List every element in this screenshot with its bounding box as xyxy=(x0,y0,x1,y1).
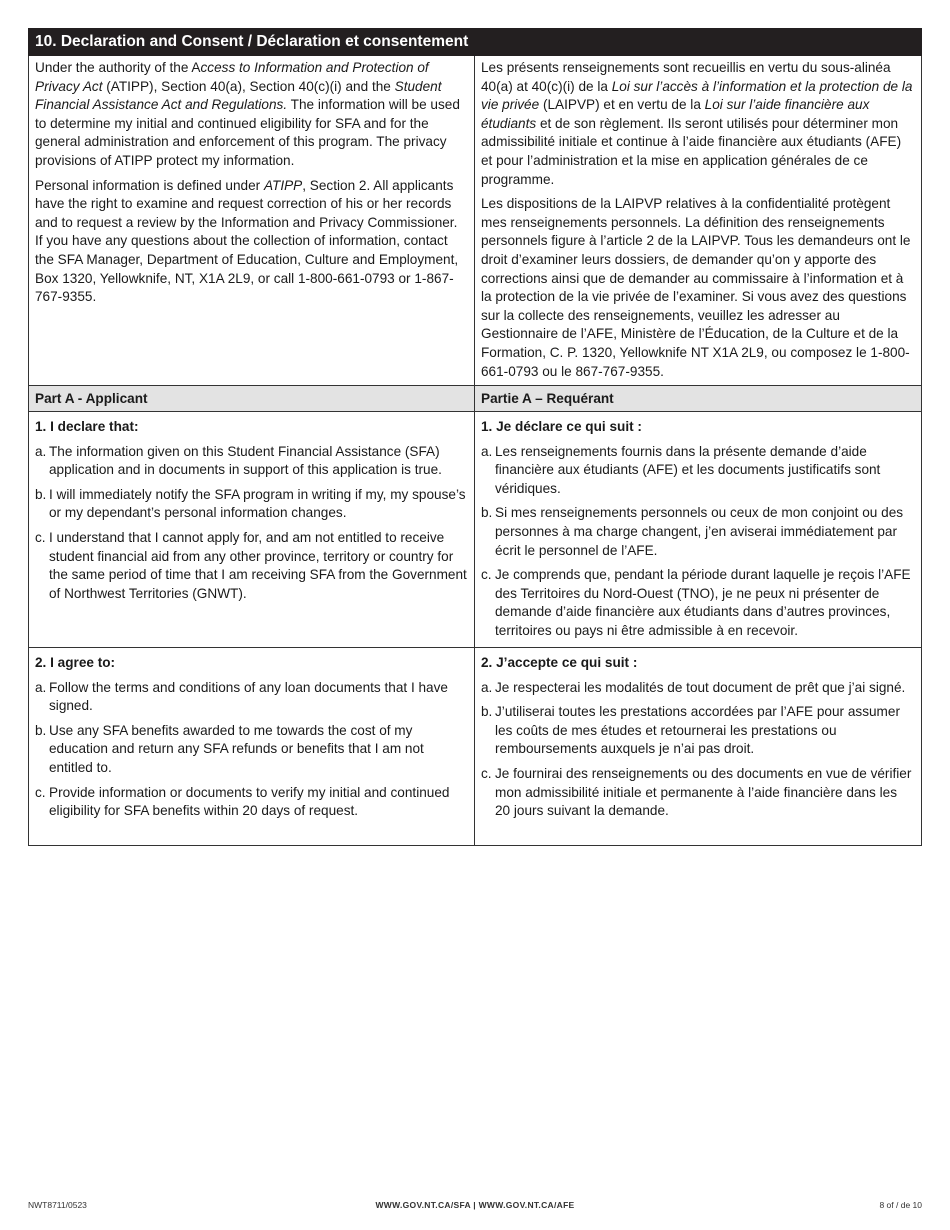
agree-english xyxy=(29,648,475,845)
agree-title-fr: 2. J’accepte ce qui suit : xyxy=(481,655,638,670)
privacy-en-paragraph-1: Under the authority of the Access to Information and Protection of Privacy Act (ATIPP), Section 40(a), Section 40(c)(i) and the Student Financial Assistance Act and Regulations. The information will be used to determine my initial and continued eligibility for SFA and for the general administration and enforcement of this program. The privacy provisions of ATIPP protect my information. xyxy=(35,60,460,168)
agree-list-en xyxy=(35,679,468,821)
declare-list-en xyxy=(35,443,468,604)
form-code: NWT8711/0523 xyxy=(28,1200,87,1210)
agree-item-fr-c: c. Je fournirai des renseignements ou des documents en vue de vérifier mon admissibilité initiale et permanente à l’aide financière dans les 20 jours suivant la demande. xyxy=(481,765,912,819)
section-title: 10. Declaration and Consent / Déclaration et consentement xyxy=(28,28,922,56)
declare-title-fr: 1. Je déclare ce qui suit : xyxy=(481,419,642,434)
declare-item-en-a: a. The information given on this Student Financial Assistance (SFA) application and in documents in support of this application is true. xyxy=(35,443,442,478)
privacy-en-paragraph-2: Personal information is defined under ATIPP, Section 2. All applicants have the right to examine and request correction of his or her records and to request a review by the Information and Privacy Commissioner. If you have any questions about the collection of information, contact the SFA Manager, Department of Education, Culture and Employment, Box 1320, Yellowknife, NT, X1A 2L9, or call 1-800-661-0793 or 1-867-767-9355. xyxy=(35,177,459,305)
agree-row xyxy=(28,647,922,846)
declare-item-en-b: b. I will immediately notify the SFA program in writing if my, my spouse’s or my dependant’s personal information changes. xyxy=(35,486,466,521)
declare-row xyxy=(28,411,922,647)
declare-english xyxy=(29,412,475,647)
privacy-fr-paragraph-1: Les présents renseignements sont recueillis en vertu du sous-alinéa 40(a) at 40(c)(i) de la Loi sur l’accès à l’information et la protection de la vie privée (LAIPVP) et en vertu de la Loi sur l’aide financière aux étudiants et de son règlement. Ils seront utilisés pour déterminer mon admissibilité initiale et continue à l’aide financière aux étudiants (AFE) et pour l’administration et la mise en application générales de ce programme. xyxy=(481,60,913,187)
agree-list-fr xyxy=(481,679,915,821)
agree-item-en-c: c. Provide information or documents to verify my initial and continued eligibility for SFA benefits within 20 days of request. xyxy=(35,784,450,819)
privacy-french xyxy=(475,56,921,385)
privacy-fr-paragraph-2: Les dispositions de la LAIPVP relatives à la confidentialité protègent mes renseignements personnels. La définition des renseignements personnels figure à l’article 2 de la LAIPVP. Tous les demandeurs ont le droit d’examiner leurs dossiers, de demander qu’on y apporte des corrections ainsi que de demander au commissaire à l’information et à la protection de la vie privée de l’examiner. Si vous avez des questions sur la collecte des renseignements, veuillez les adresser au Gestionnaire de l’AFE, Ministère de l’Éducation, de la Culture et de la Formation, C. P. 1320, Yellowknife NT X1A 2L9, ou composez le 1-800-661-0793 ou le 867-767-9355. xyxy=(481,196,911,379)
part-a-title-en: Part A - Applicant xyxy=(29,386,475,411)
declare-item-fr-c: c. Je comprends que, pendant la période durant laquelle je reçois l’AFE des Territoires du Nord-Ouest (TNO), je ne peux ni présenter de demande d’aide financière aux étudiants dans d’autres provinces, territoires ou pays ni être admissible à en recevoir. xyxy=(481,567,911,638)
declare-item-en-c: c. I understand that I cannot apply for, and am not entitled to receive student financial aid from any other province, territory or country for the same period of time that I am receiving SFA from the Government of Northwest Territories (GNWT). xyxy=(35,529,467,601)
declare-title-en: 1. I declare that: xyxy=(35,419,139,434)
agree-title-en: 2. I agree to: xyxy=(35,655,116,670)
part-a-header xyxy=(28,385,922,411)
agree-item-en-a: a. Follow the terms and conditions of any loan documents that I have signed. xyxy=(35,679,448,714)
declare-list-fr xyxy=(481,443,915,641)
privacy-row xyxy=(28,56,922,385)
page-footer xyxy=(28,1200,922,1214)
declaration-section xyxy=(28,28,922,846)
agree-item-fr-b: b. J’utiliserai toutes les prestations accordées par l’AFE pour assumer les coûts de mes études et retournerai les prestations ou remboursements auxquels je n’ai pas droit. xyxy=(481,704,900,757)
agree-french xyxy=(475,648,921,845)
part-a-title-fr: Partie A – Requérant xyxy=(481,391,614,406)
declare-item-fr-a: a. Les renseignements fournis dans la présente demande d’aide financière aux étudiants (AFE) et les documents justificatifs sont véridiques. xyxy=(481,443,881,496)
declare-french xyxy=(475,412,921,647)
privacy-english xyxy=(29,56,475,385)
declare-item-fr-b: b. Si mes renseignements personnels ou ceux de mon conjoint ou des personnes à ma charge changent, j’en aviserai immédiatement par écrit le personnel de l’AFE. xyxy=(481,505,904,558)
page-number: 8 of / de 10 xyxy=(879,1200,922,1210)
agree-item-fr-a: a. Je respecterai les modalités de tout document de prêt que j’ai signé. xyxy=(481,679,906,695)
agree-item-en-b: b. Use any SFA benefits awarded to me towards the cost of my education and return any SFA refunds or benefits that I am not entitled to. xyxy=(35,722,424,775)
footer-urls: WWW.GOV.NT.CA/SFA | WWW.GOV.NT.CA/AFE xyxy=(375,1200,575,1210)
